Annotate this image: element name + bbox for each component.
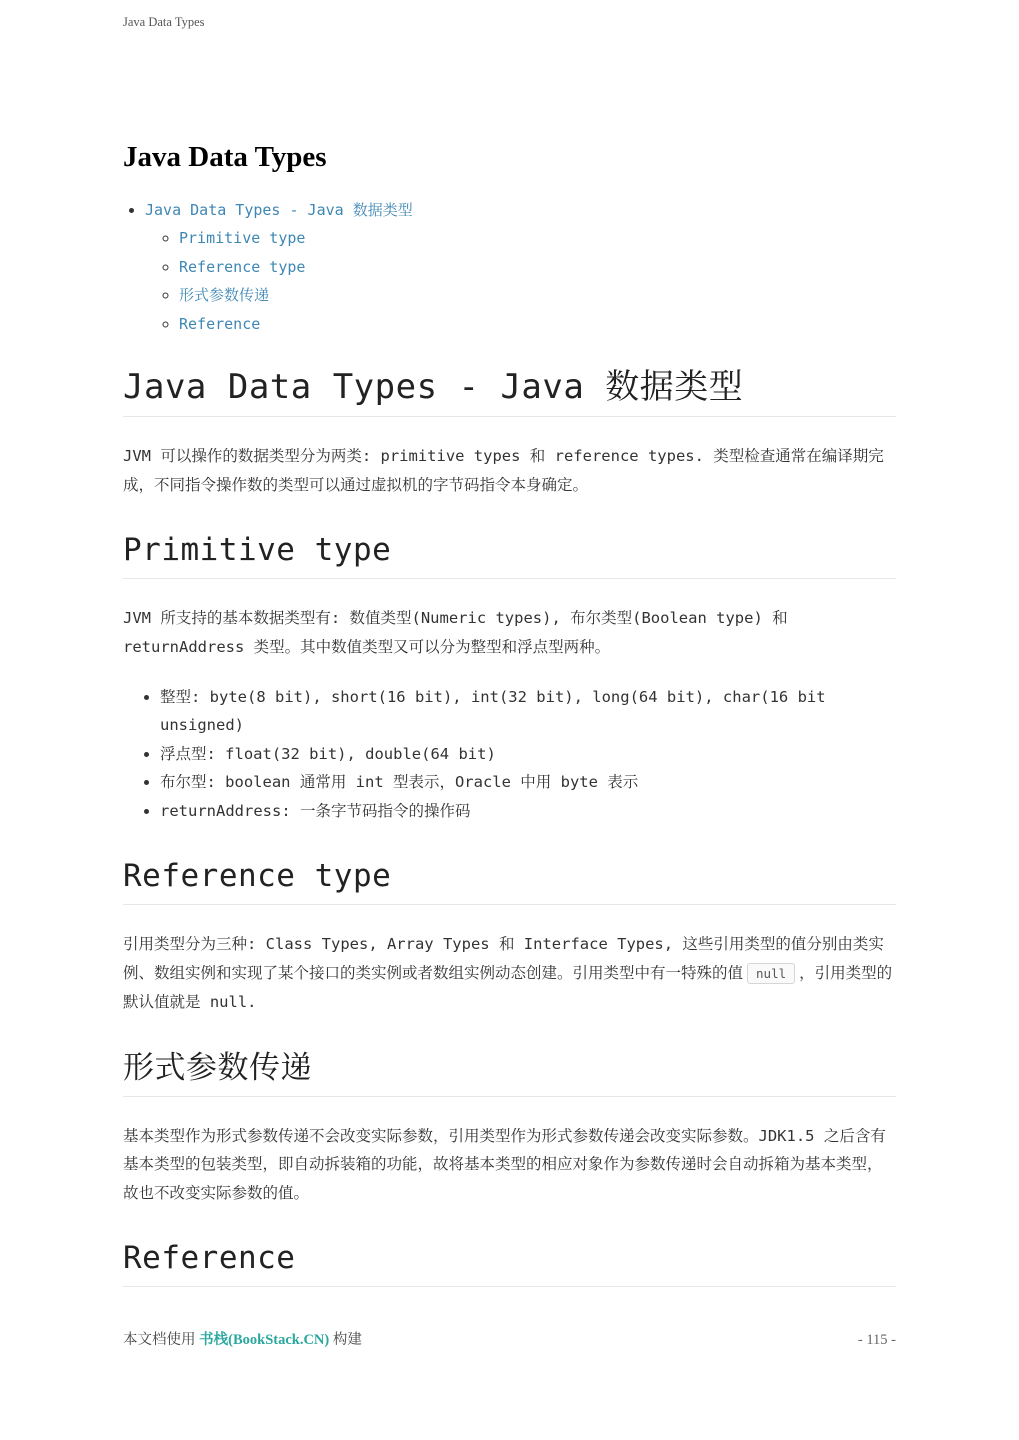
toc-list <box>123 196 896 338</box>
paragraph-text: 引用类型分为三种: Class Types, Array Types 和 Interface Types, 这些引用类型的值分别由类实例、数组实例和实现了某个接口的类实例或者数组实例动态创建。引用类型中有一特殊的值 <box>123 935 884 982</box>
primitive-type-list <box>123 683 896 825</box>
footer-built-with <box>123 1328 362 1349</box>
toc-subitem <box>179 224 896 252</box>
paragraph-reference-type <box>123 930 896 1017</box>
list-item: • 整型: byte(8 bit), short(16 bit), int(32 bit), long(64 bit), char(16 bit unsigned) <box>160 683 896 740</box>
toc-link-main[interactable]: Java Data Types - Java 数据类型 <box>145 201 413 219</box>
page-number: - 115 - <box>857 1332 896 1348</box>
list-item: • returnAddress: 一条字节码指令的操作码 <box>160 797 896 825</box>
footer-text-prefix: 本文档使用 <box>123 1332 200 1348</box>
footer-text-suffix: 构建 <box>329 1332 362 1348</box>
section-heading-reference: Reference <box>123 1241 896 1287</box>
paragraph-text: ，引用类型的默认值就是 null. <box>123 963 893 1012</box>
toc-link-reference[interactable]: Reference <box>179 314 261 333</box>
paragraph-primitive-intro: JVM 所支持的基本数据类型有: 数值类型(Numeric types), 布尔类型(Boolean type) 和 returnAddress 类型。其中数值类型又可以分为整型和浮点型两种。 <box>123 609 788 656</box>
paragraph-main: JVM 可以操作的数据类型分为两类: primitive types 和 reference types. 类型检查通常在编译期完成，不同指令操作数的类型可以通过虚拟机的字节码指令本身确定。 <box>123 447 884 494</box>
toc-item-main <box>145 196 896 338</box>
toc-link-formal-params[interactable]: 形式参数传递 <box>179 286 270 305</box>
toc-subitem <box>179 281 896 309</box>
toc-subitem <box>179 253 896 281</box>
bookstack-brand-link[interactable]: 书栈(BookStack.CN) <box>199 1332 330 1348</box>
list-item: • 布尔型: boolean 通常用 int 型表示，Oracle 中用 byte 表示 <box>160 768 896 796</box>
inline-code-null: null <box>747 963 795 984</box>
toc-link-primitive-type[interactable]: Primitive type <box>179 229 306 248</box>
toc-sublist <box>145 224 896 338</box>
section-heading-main: Java Data Types - Java 数据类型 <box>123 368 896 417</box>
paragraph-formal-params: 基本类型作为形式参数传递不会改变实际参数，引用类型作为形式参数传递会改变实际参数。JDK1.5 之后含有基本类型的包装类型，即自动拆装箱的功能，故将基本类型的相应对象作为参数传递时会自动拆箱为基本类型，故也不改变实际参数的值。 <box>123 1126 886 1202</box>
section-heading-primitive-type: Primitive type <box>123 533 896 579</box>
toc-subitem <box>179 310 896 338</box>
page-title: Java Data Types <box>123 141 327 173</box>
document-content <box>123 0 896 1287</box>
list-item: • 浮点型: float(32 bit), double(64 bit) <box>160 740 896 768</box>
page-footer <box>123 1328 896 1349</box>
section-heading-reference-type: Reference type <box>123 859 896 905</box>
toc-link-reference-type[interactable]: Reference type <box>179 257 306 276</box>
section-heading-formal-params: 形式参数传递 <box>123 1051 896 1097</box>
running-header: Java Data Types <box>123 15 205 29</box>
